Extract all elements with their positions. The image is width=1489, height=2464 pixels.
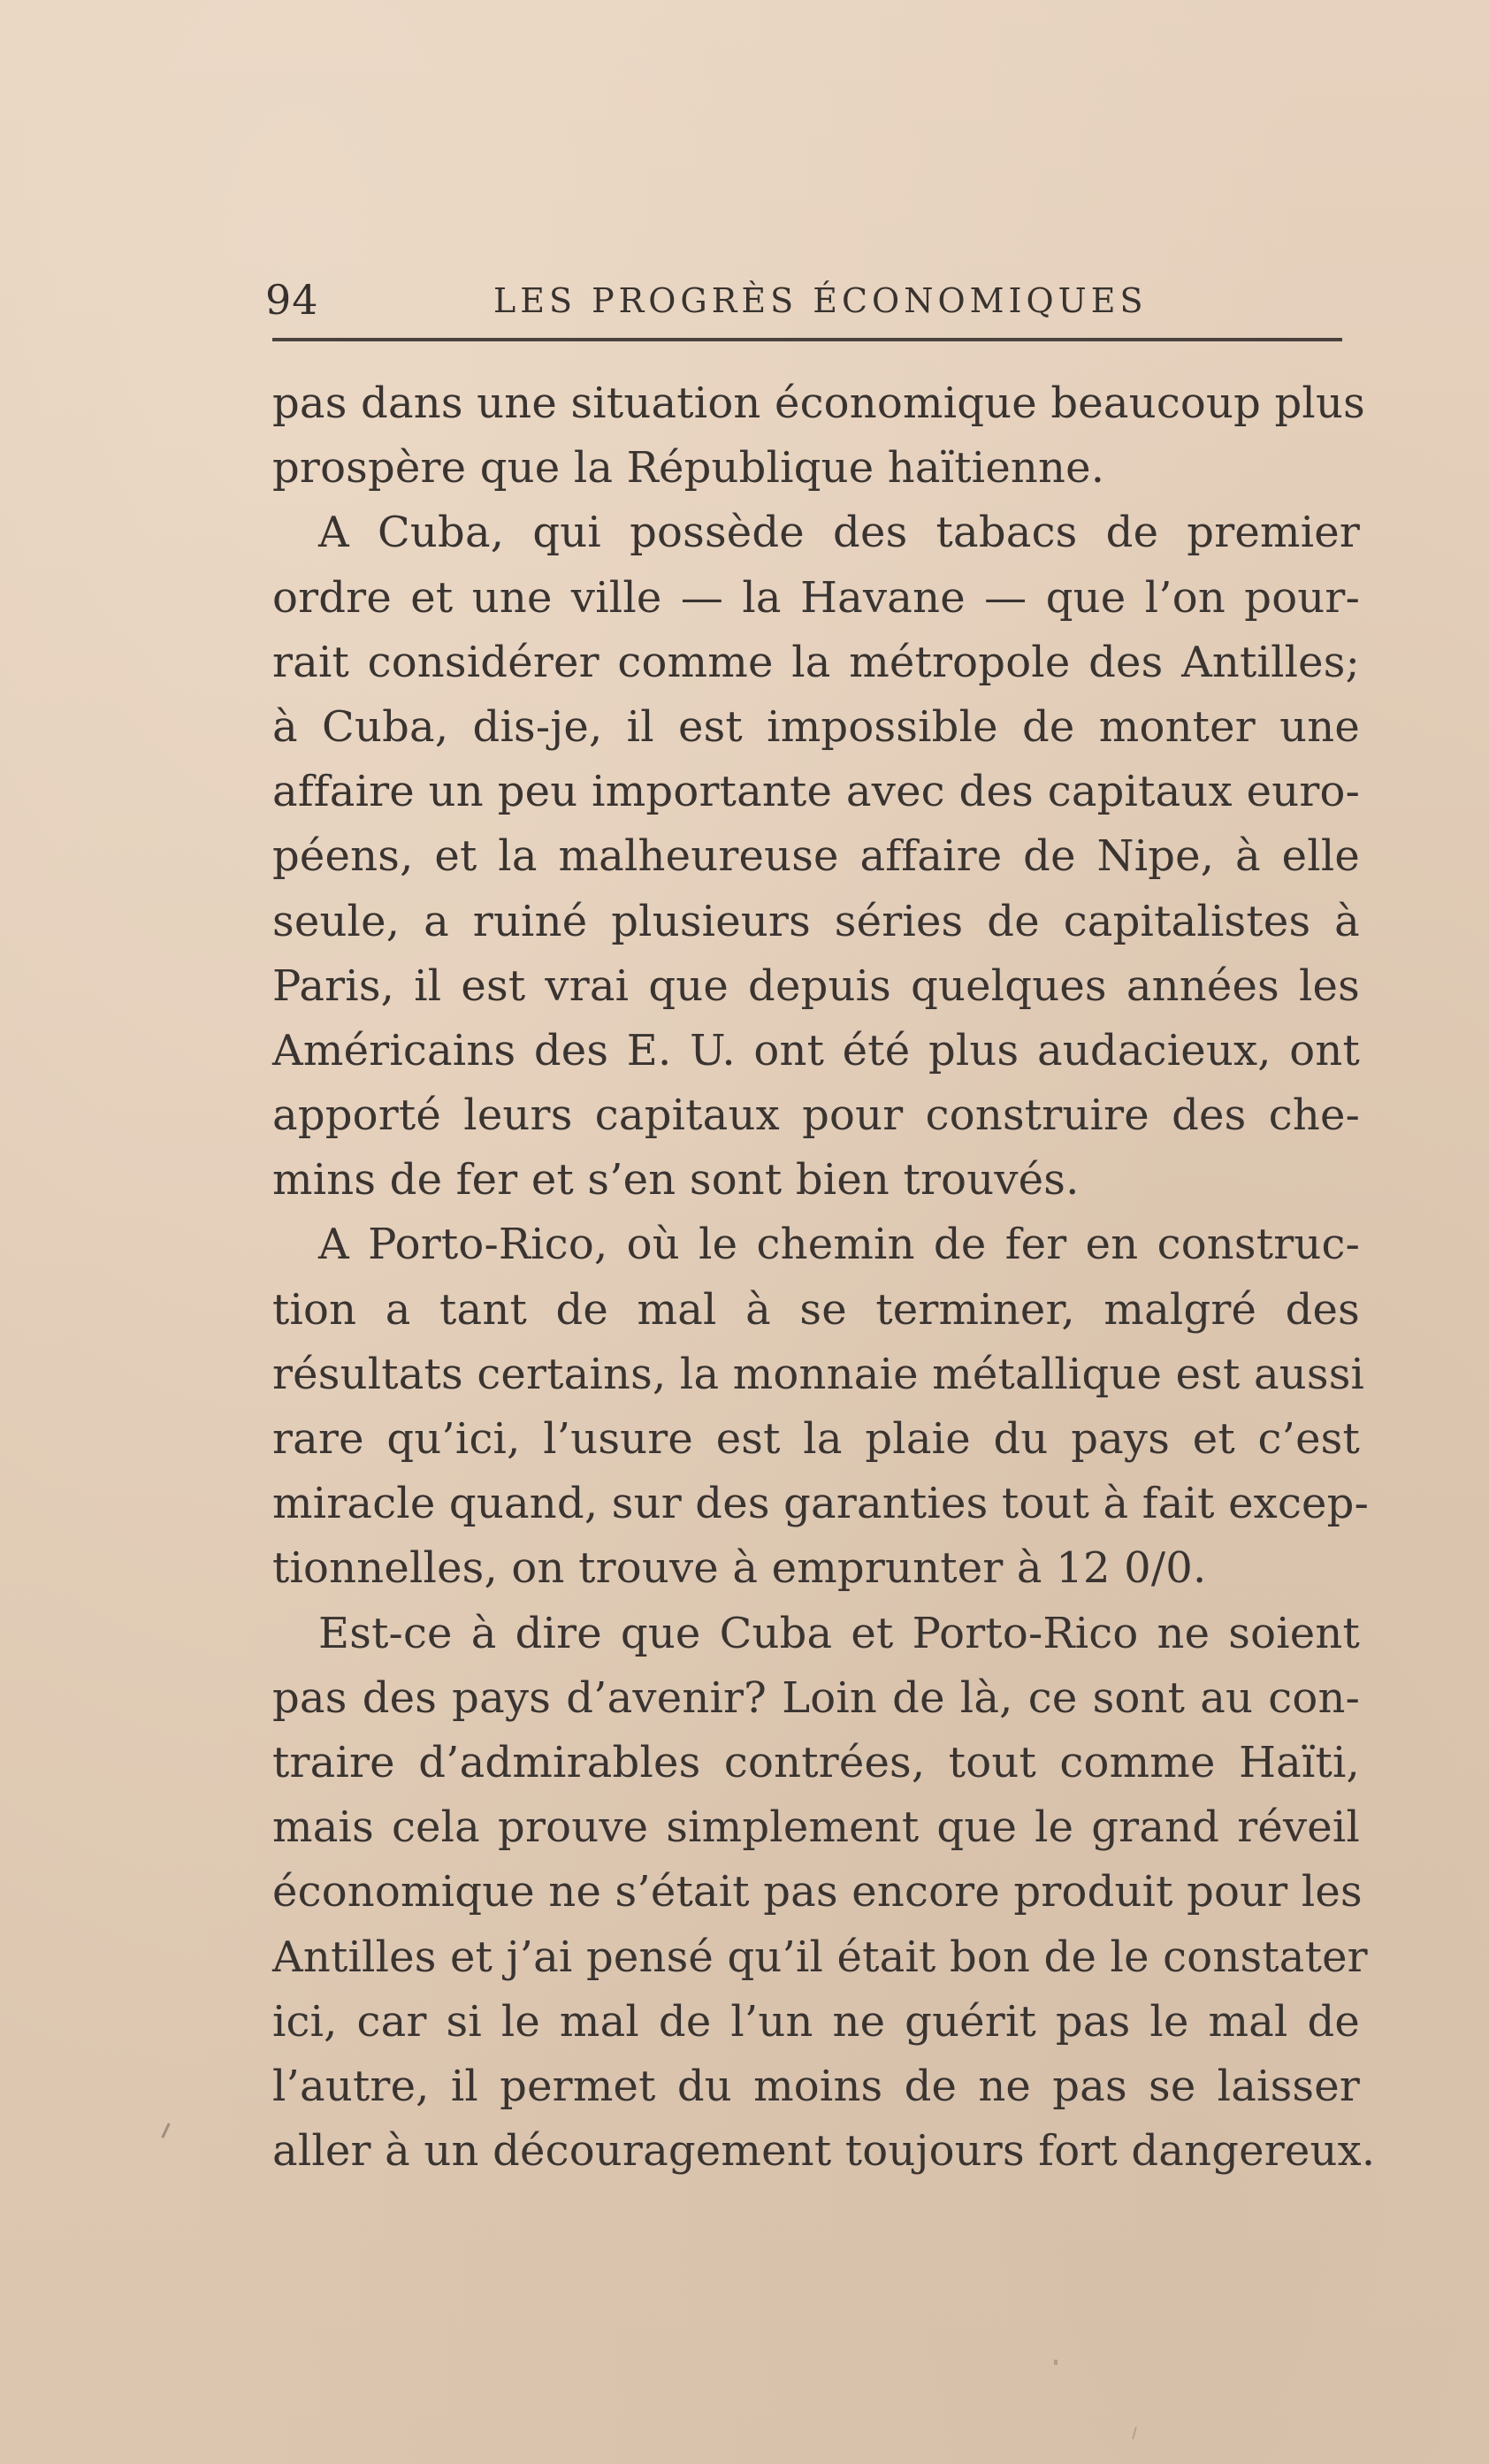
text-line: mins de fer et s’en sont bien trouvés. (272, 1155, 1080, 1205)
paper-speck (1054, 2360, 1058, 2365)
text-line: A Porto-Rico, où le chemin de fer en construc- (318, 1220, 1360, 1270)
running-title: LES PROGRÈS ÉCONOMIQUES (493, 281, 1148, 320)
text-line: mais cela prouve simplement que le grand réveil (272, 1802, 1360, 1853)
text-line: Est-ce à dire que Cuba et Porto-Rico ne soient (318, 1608, 1360, 1658)
running-head (265, 276, 1340, 347)
text-line: ici, car si le mal de l’un ne guérit pas le mal de (272, 1996, 1360, 2047)
text-line: tionnelles, on trouve à emprunter à 12 0/0. (272, 1543, 1207, 1594)
text-line: péens, et la malheureuse affaire de Nipe, à elle (272, 831, 1360, 882)
text-line: pas des pays d’avenir? Loin de là, ce sont au con- (272, 1672, 1360, 1723)
text-line: ordre et une ville — la Havane — que l’on pour- (272, 572, 1360, 623)
text-line: traire d’admirables contrées, tout comme Haïti, (272, 1737, 1360, 1787)
text-line: l’autre, il permet du moins de ne pas se laisser (272, 2061, 1360, 2111)
text-line: économique ne s’était pas encore produit pour les (272, 1867, 1363, 1917)
text-line: rare qu’ici, l’usure est la plaie du pays et c’est (272, 1414, 1360, 1464)
text-line: Antilles et j’ai pensé qu’il était bon de le constater (272, 1932, 1368, 1982)
text-line: prospère que la République haïtienne. (272, 443, 1105, 494)
text-line: à Cuba, dis-je, il est impossible de monter une (272, 701, 1360, 752)
paper-speck (1132, 2427, 1137, 2439)
body-text (272, 371, 1376, 2184)
text-line: Américains des E. U. ont été plus audacieux, ont (272, 1025, 1360, 1075)
text-line: A Cuba, qui possède des tabacs de premier (318, 508, 1360, 558)
text-line: tion a tant de mal à se terminer, malgré des (272, 1284, 1360, 1335)
paper-speck (161, 2123, 170, 2139)
text-line: apporté leurs capitaux pour construire des che- (272, 1090, 1360, 1141)
text-line: affaire un peu importante avec des capitaux euro- (272, 767, 1360, 817)
text-line: miracle quand, sur des garanties tout à fait excep- (272, 1479, 1369, 1529)
text-line: Paris, il est vrai que depuis quelques années les (272, 960, 1360, 1011)
text-line: seule, a ruiné plusieurs séries de capitalistes à (272, 896, 1360, 946)
text-line: résultats certains, la monnaie métallique est aussi (272, 1349, 1365, 1399)
header-rule (272, 338, 1342, 341)
text-line: rait considérer comme la métropole des Antilles; (272, 637, 1360, 687)
page-number: 94 (265, 276, 319, 324)
text-line: aller à un découragement toujours fort dangereux. (272, 2126, 1376, 2177)
text-line: pas dans une situation économique beaucoup plus (272, 379, 1365, 428)
